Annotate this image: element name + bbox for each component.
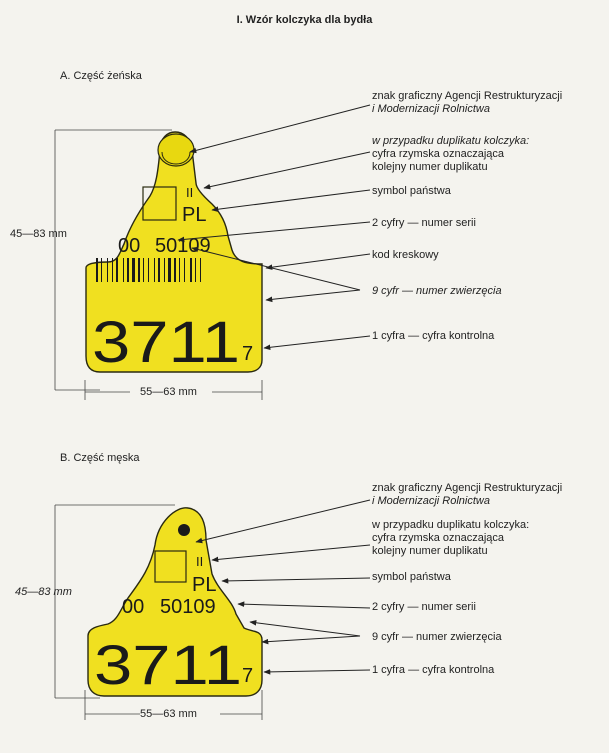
- male-number: 50109: [160, 596, 216, 618]
- barcode-bar: [112, 258, 113, 282]
- male-label-logo-line1: znak graficzny Agencji Restrukturyzacji: [372, 482, 563, 494]
- male-country: PL: [192, 574, 217, 596]
- male-label-dup-line1: w przypadku duplikatu kolczyka:: [372, 519, 530, 531]
- female-series: 00: [118, 235, 141, 257]
- female-number: 50109: [155, 235, 211, 257]
- female-label-dup-line3: kolejny numer duplikatu: [372, 161, 488, 173]
- barcode-bar: [168, 258, 171, 282]
- female-heading: A. Część żeńska: [60, 70, 142, 82]
- female-label-series: 2 cyfry — numer serii: [372, 217, 476, 229]
- barcode-bar: [127, 258, 129, 282]
- female-label-animal: 9 cyfr — numer zwierzęcia: [372, 285, 502, 297]
- male-label-animal: 9 cyfr — numer zwierzęcia: [372, 631, 502, 643]
- page-title: I. Wzór kolczyka dla bydła: [236, 14, 373, 26]
- barcode-bar: [184, 258, 185, 282]
- female-label-logo-line1: znak graficzny Agencji Restrukturyzacji: [372, 90, 563, 102]
- female-height-dim: 45—83 mm: [10, 228, 67, 240]
- female-label-dup-line2: cyfra rzymska oznaczająca: [372, 148, 505, 160]
- barcode-bar: [132, 258, 135, 282]
- barcode-bar: [190, 258, 192, 282]
- barcode-bar: [195, 258, 196, 282]
- male-big-number: 3711: [94, 633, 242, 696]
- male-heading: B. Część męska: [60, 452, 140, 464]
- barcode-bar: [148, 258, 149, 282]
- female-label-check: 1 cyfra — cyfra kontrolna: [372, 330, 495, 342]
- female-country: PL: [182, 204, 207, 226]
- female-label-dup-line1: w przypadku duplikatu kolczyka:: [372, 135, 530, 147]
- male-hole: [178, 524, 190, 536]
- barcode-bar: [158, 258, 160, 282]
- barcode-bar: [123, 258, 124, 282]
- male-height-dim: 45—83 mm: [15, 586, 72, 598]
- male-label-logo-line2: i Modernizacji Rolnictwa: [372, 495, 490, 507]
- barcode-bar: [174, 258, 176, 282]
- female-width-dim: 55—63 mm: [140, 386, 197, 398]
- male-tag: [55, 500, 370, 720]
- female-big-number: 3711: [92, 310, 240, 375]
- female-label-barcode: kod kreskowy: [372, 249, 439, 261]
- male-roman: II: [196, 554, 204, 569]
- barcode-bar: [138, 258, 140, 282]
- barcode-bar: [107, 258, 108, 282]
- female-check-digit: 7: [242, 343, 254, 365]
- male-label-dup-line2: cyfra rzymska oznaczająca: [372, 532, 505, 544]
- male-label-dup-line3: kolejny numer duplikatu: [372, 545, 488, 557]
- female-roman: II: [186, 185, 194, 200]
- barcode-bar: [96, 258, 98, 282]
- female-tag: [55, 105, 370, 400]
- male-label-check: 1 cyfra — cyfra kontrolna: [372, 664, 495, 676]
- barcode-bar: [101, 258, 102, 282]
- female-label-logo-line2: i Modernizacji Rolnictwa: [372, 103, 490, 115]
- male-label-country: symbol państwa: [372, 571, 451, 583]
- barcode-bar: [164, 258, 165, 282]
- barcode-bar: [200, 258, 201, 282]
- barcode-bar: [179, 258, 180, 282]
- female-logo-boss: [158, 134, 194, 166]
- barcode-bar: [116, 258, 118, 282]
- male-width-dim: 55—63 mm: [140, 708, 197, 720]
- barcode-bar: [154, 258, 155, 282]
- male-check-digit: 7: [242, 665, 254, 687]
- male-label-series: 2 cyfry — numer serii: [372, 601, 476, 613]
- barcode-bar: [143, 258, 144, 282]
- male-series: 00: [122, 596, 145, 618]
- female-label-country: symbol państwa: [372, 185, 451, 197]
